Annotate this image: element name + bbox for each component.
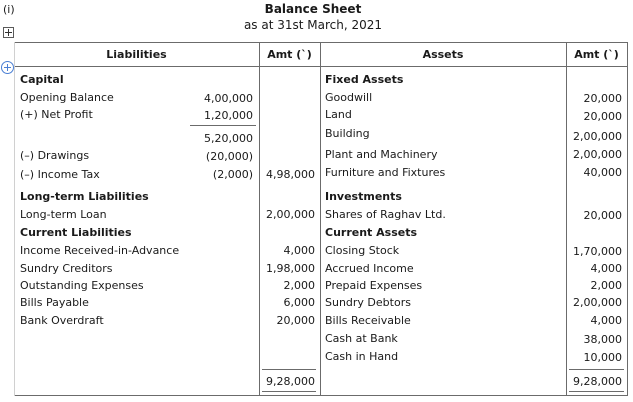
accrued-income-amount: 4,000 <box>590 262 622 275</box>
opening-balance-amount: 4,00,000 <box>204 92 253 105</box>
net-profit-label: (+) Net Profit <box>20 108 93 121</box>
table-bottom-border <box>14 395 628 396</box>
cash-in-hand-label: Cash in Hand <box>325 350 399 363</box>
shares-label: Shares of Raghav Ltd. <box>325 208 446 221</box>
shares-amount: 20,000 <box>583 209 622 222</box>
capital-total-amount: 4,98,000 <box>266 168 315 181</box>
add-row-icon[interactable] <box>1 61 14 74</box>
income-received-advance-label: Income Received-in-Advance <box>20 244 180 257</box>
land-amount: 20,000 <box>583 110 622 123</box>
bills-receivable-label: Bills Receivable <box>325 314 411 327</box>
page-title: Balance Sheet <box>264 2 362 16</box>
sundry-debtors-amount: 2,00,000 <box>573 296 622 309</box>
income-tax-amount: (2,000) <box>212 168 253 181</box>
bills-payable-label: Bills Payable <box>20 296 89 309</box>
investments-heading: Investments <box>325 190 402 203</box>
building-amount: 2,00,000 <box>573 130 622 143</box>
closing-stock-amount: 1,70,000 <box>573 245 622 258</box>
bank-overdraft-amount: 20,000 <box>276 314 315 327</box>
drawings-label: (–) Drawings <box>20 149 90 162</box>
outstanding-expenses-label: Outstanding Expenses <box>20 279 144 292</box>
long-term-liabilities-heading: Long-term Liabilities <box>20 190 149 203</box>
liabilities-total: 9,28,000 <box>266 375 315 388</box>
table-right-border <box>627 42 628 396</box>
land-label: Land <box>325 108 352 121</box>
fixed-assets-heading: Fixed Assets <box>325 73 404 86</box>
outstanding-expenses-amount: 2,000 <box>283 279 315 292</box>
prepaid-expenses-label: Prepaid Expenses <box>325 279 423 292</box>
long-term-loan-label: Long-term Loan <box>20 208 107 221</box>
long-term-loan-amount: 2,00,000 <box>266 208 315 221</box>
table-top-border <box>14 42 628 43</box>
income-tax-label: (–) Income Tax <box>20 168 100 181</box>
header-bottom-border <box>14 66 628 67</box>
furniture-label: Furniture and Fixtures <box>325 166 446 179</box>
subtotal-rule <box>190 125 256 126</box>
drawings-amount: (20,000) <box>205 150 253 163</box>
closing-stock-label: Closing Stock <box>325 244 400 257</box>
total-double-rule-left <box>262 391 316 392</box>
income-received-advance-amount: 4,000 <box>283 244 315 257</box>
net-profit-amount: 1,20,000 <box>204 109 253 122</box>
header-amount-right: Amt (`) <box>574 48 619 61</box>
opening-balance-label: Opening Balance <box>20 91 114 104</box>
col-divider-2 <box>320 42 321 396</box>
current-assets-heading: Current Assets <box>325 226 418 239</box>
page-subtitle: as at 31st March, 2021 <box>243 18 383 32</box>
goodwill-label: Goodwill <box>325 91 373 104</box>
cash-at-bank-label: Cash at Bank <box>325 332 398 345</box>
sundry-debtors-label: Sundry Debtors <box>325 296 411 309</box>
prepaid-expenses-amount: 2,000 <box>590 279 622 292</box>
header-assets: Assets <box>422 48 464 61</box>
total-rule-left <box>262 369 316 370</box>
assets-total: 9,28,000 <box>573 375 622 388</box>
sundry-creditors-amount: 1,98,000 <box>266 262 315 275</box>
plant-machinery-label: Plant and Machinery <box>325 148 438 161</box>
plant-machinery-amount: 2,00,000 <box>573 148 622 161</box>
bills-receivable-amount: 4,000 <box>590 314 622 327</box>
bills-payable-amount: 6,000 <box>283 296 315 309</box>
furniture-amount: 40,000 <box>583 166 622 179</box>
table-left-border <box>14 42 15 396</box>
capital-heading: Capital <box>20 73 64 86</box>
header-liabilities: Liabilities <box>106 48 167 61</box>
header-amount-left: Amt (`) <box>267 48 312 61</box>
table-move-handle-icon[interactable] <box>3 27 14 38</box>
accrued-income-label: Accrued Income <box>325 262 414 275</box>
cash-in-hand-amount: 10,000 <box>583 351 622 364</box>
total-double-rule-right <box>569 391 624 392</box>
current-liabilities-heading: Current Liabilities <box>20 226 132 239</box>
capital-subtotal: 5,20,000 <box>204 132 253 145</box>
total-rule-right <box>569 369 624 370</box>
bank-overdraft-label: Bank Overdraft <box>20 314 104 327</box>
sundry-creditors-label: Sundry Creditors <box>20 262 113 275</box>
building-label: Building <box>325 127 370 140</box>
goodwill-amount: 20,000 <box>583 92 622 105</box>
cash-at-bank-amount: 38,000 <box>583 333 622 346</box>
section-label: (i) <box>3 3 15 16</box>
